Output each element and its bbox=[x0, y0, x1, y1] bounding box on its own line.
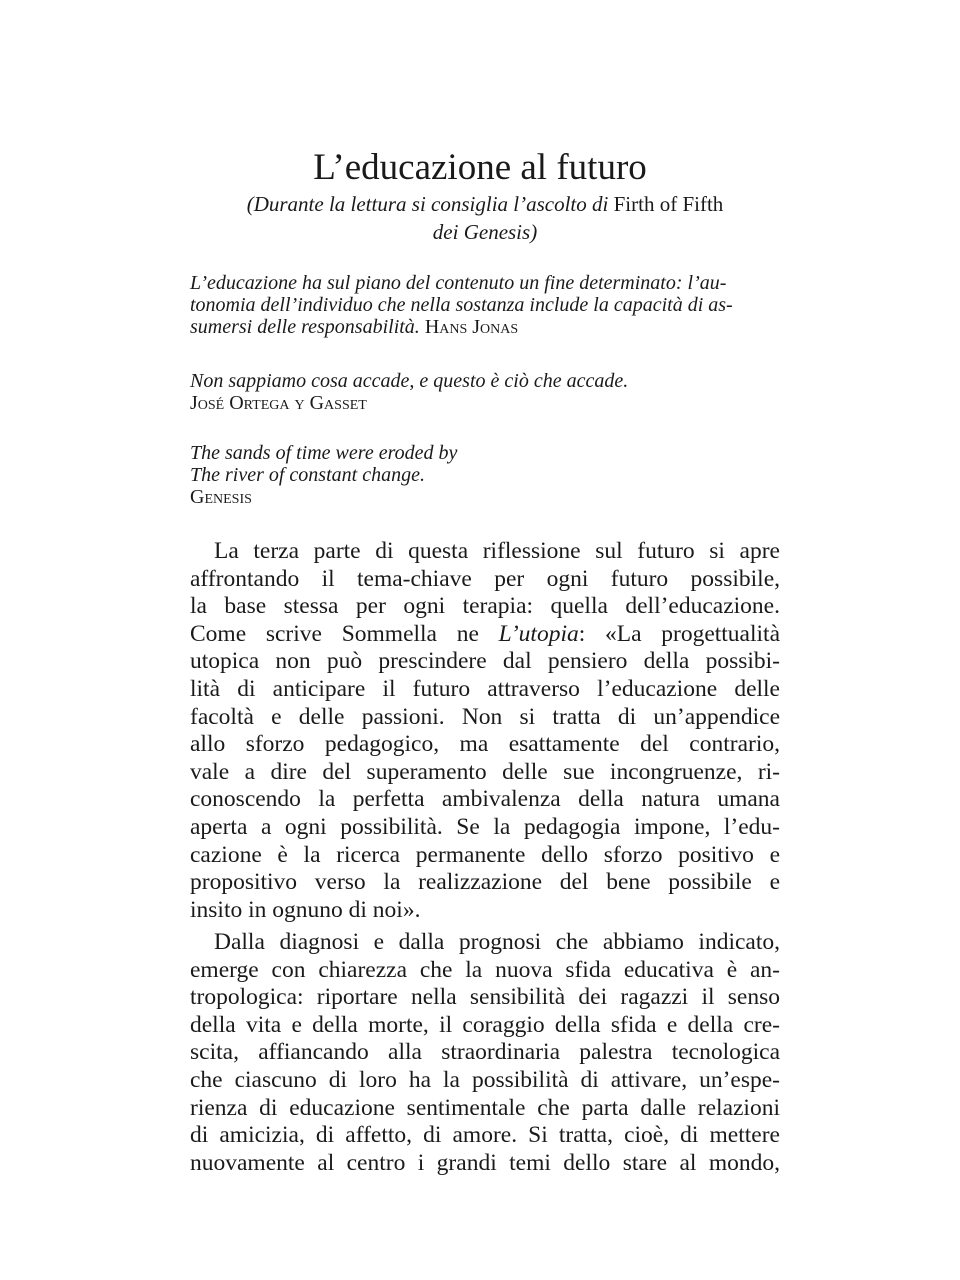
paragraph-line: Dalla diagnosi e dalla prognosi che abbiamo indicato, bbox=[214, 929, 780, 955]
epigraph-ortega bbox=[190, 370, 780, 414]
paragraph-line-lead: Come scrive Sommella ne bbox=[190, 620, 479, 647]
paragraph-line-with-title bbox=[190, 621, 780, 649]
paragraph-line: facoltà e delle passioni. Non si tratta di un’appendice bbox=[190, 703, 780, 730]
paragraph-line: la base stessa per ogni terapia: quella dell’educazione. bbox=[190, 593, 780, 620]
epigraph-line: The river of constant change. bbox=[190, 464, 425, 486]
epigraph-genesis bbox=[190, 442, 780, 508]
page-title: L’educazione al futuro bbox=[313, 147, 647, 188]
epigraph-author: José Ortega y Gasset bbox=[190, 392, 367, 414]
paragraph-line: di amicizia, di affetto, di amore. Si tratta, cioè, di mettere bbox=[190, 1122, 780, 1149]
paragraph-line: emerge con chiarezza che la nuova sfida educativa è an- bbox=[190, 956, 780, 983]
paragraph-line: La terza parte di questa riflessione sul futuro si apre bbox=[214, 538, 780, 564]
paragraph-line: cazione è la ricerca permanente dello sforzo positivo e bbox=[190, 841, 780, 868]
subtitle-work: Firth of Fifth bbox=[613, 192, 724, 216]
paragraph-line: nuovamente al centro i grandi temi dello stare al mondo, bbox=[190, 1149, 780, 1176]
epigraph-jonas bbox=[190, 272, 780, 338]
subtitle-italic-tail: dei Genesis) bbox=[432, 220, 538, 244]
epigraph-line: Non sappiamo cosa accade, e questo è ciò che accade. bbox=[190, 370, 629, 392]
epigraph-line: The sands of time were eroded by bbox=[190, 442, 458, 464]
paragraph-line: allo sforzo pedagogico, ma esattamente del contrario, bbox=[190, 731, 780, 758]
paragraph-line: rienza di educazione sentimentale che parta dalle relazioni bbox=[190, 1094, 780, 1121]
body-paragraph-2 bbox=[190, 929, 780, 1177]
paragraph-line: propositivo verso la realizzazione del bene possibile e bbox=[190, 869, 780, 896]
epigraph-author: Hans Jonas bbox=[424, 316, 519, 338]
paragraph-line: scita, affiancando alla straordinaria palestra tecnologica bbox=[190, 1039, 780, 1066]
paragraph-line: tropologica: riportare nella sensibilità dei ragazzi il senso bbox=[190, 984, 780, 1011]
book-title: L’utopia bbox=[498, 620, 579, 647]
body-paragraph-1 bbox=[190, 538, 780, 924]
epigraph-line: L’educazione ha sul piano del contenuto un fine determinato: l’au- bbox=[190, 272, 727, 294]
epigraph-line: sumersi delle responsabilità. bbox=[190, 316, 420, 338]
paragraph-line: affrontando il tema-chiave per ogni futuro possibile, bbox=[190, 565, 780, 592]
paragraph-line: lità di anticipare il futuro attraverso l’educazione delle bbox=[190, 675, 780, 702]
paragraph-line: della vita e della morte, il coraggio della sfida e della cre- bbox=[190, 1011, 780, 1038]
subtitle-italic-lead: (Durante la lettura si consiglia l’ascolto di bbox=[246, 192, 609, 216]
paragraph-line-tail: : «La progettualità bbox=[578, 620, 781, 647]
epigraph-line: tonomia dell’individuo che nella sostanza include la capacità di as- bbox=[190, 294, 733, 316]
paragraph-line: insito in ognuno di noi». bbox=[190, 896, 421, 923]
paragraph-line: utopica non può prescindere dal pensiero della possibi- bbox=[190, 648, 780, 675]
epigraph-author: Genesis bbox=[190, 486, 252, 508]
subtitle bbox=[190, 190, 780, 246]
paragraph-line: vale a dire del superamento delle sue incongruenze, ri- bbox=[190, 758, 780, 785]
paragraph-line: che ciascuno di loro ha la possibilità di attivare, un’espe- bbox=[190, 1066, 780, 1093]
paragraph-line: conoscendo la perfetta ambivalenza della natura umana bbox=[190, 786, 780, 813]
paragraph-line: aperta a ogni possibilità. Se la pedagogia impone, l’edu- bbox=[190, 813, 780, 840]
